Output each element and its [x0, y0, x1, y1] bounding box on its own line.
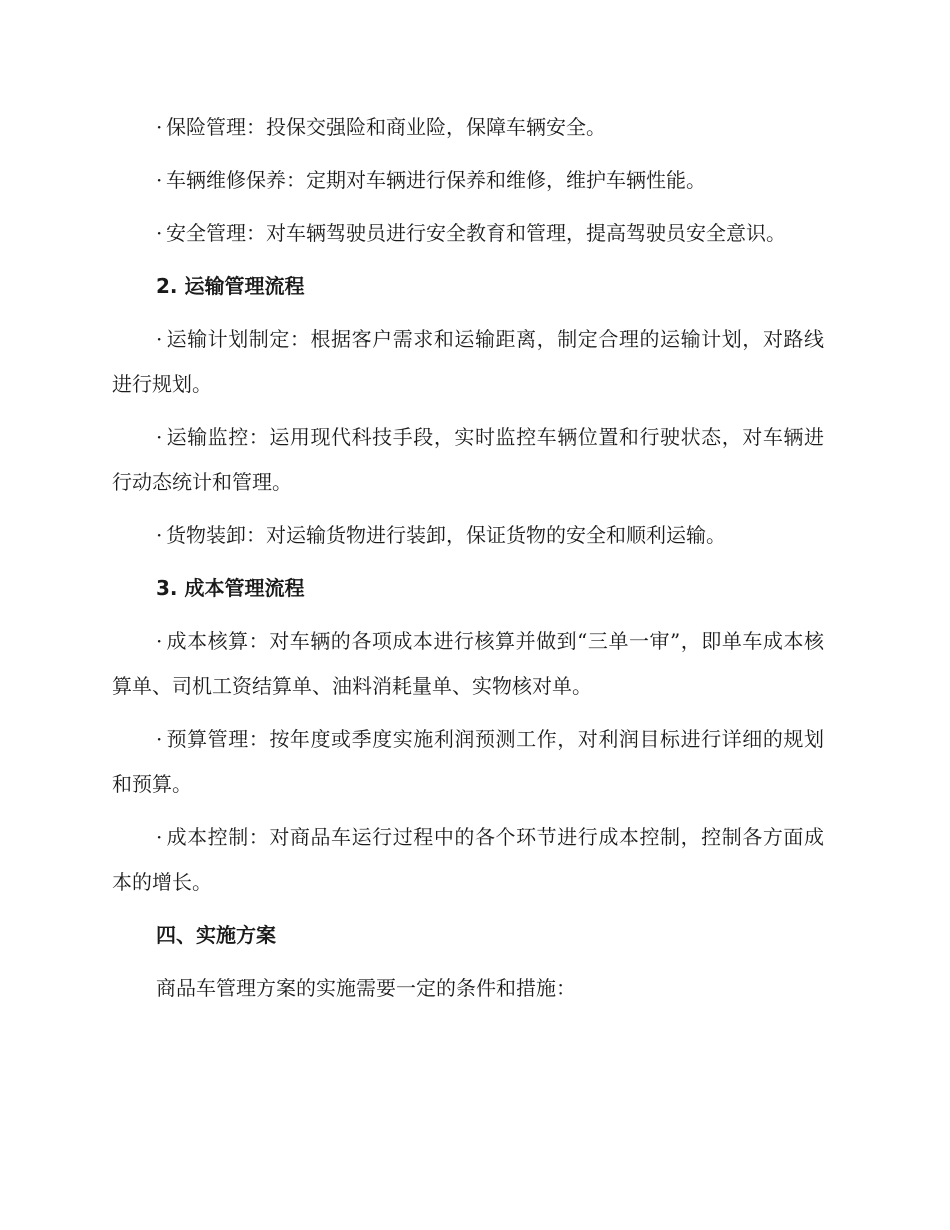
bullet-paragraph: [112, 513, 824, 558]
paragraph-text: 运输计划制定：根据客户需求和运输距离，制定合理的运输计划，对路线进行规划。: [112, 327, 824, 396]
bullet-paragraph: [112, 158, 824, 203]
bullet-dot: ·: [156, 327, 163, 351]
section-heading: 2. 运输管理流程: [156, 274, 305, 298]
bullet-dot: ·: [156, 221, 163, 245]
section-heading: 3. 成本管理流程: [156, 576, 305, 600]
paragraph-text: 车辆维修保养：定期对车辆进行保养和维修，维护车辆性能。: [166, 168, 706, 192]
bullet-paragraph: [112, 815, 824, 905]
bullet-dot: ·: [156, 727, 163, 751]
section-heading: 四、实施方案: [156, 923, 276, 947]
bullet-dot: ·: [156, 115, 163, 139]
bullet-paragraph: [112, 619, 824, 709]
bullet-dot: ·: [156, 523, 163, 547]
body-paragraph: 商品车管理方案的实施需要一定的条件和措施：: [156, 976, 576, 1000]
bullet-paragraph: [112, 211, 824, 256]
bullet-paragraph: [112, 717, 824, 807]
bullet-dot: ·: [156, 425, 163, 449]
paragraph-text: 成本控制：对商品车运行过程中的各个环节进行成本控制，控制各方面成本的增长。: [112, 825, 824, 894]
paragraph-text: 保险管理：投保交强险和商业险，保障车辆安全。: [166, 115, 606, 139]
paragraph-text: 货物装卸：对运输货物进行装卸，保证货物的安全和顺利运输。: [166, 523, 726, 547]
paragraph-text: 安全管理：对车辆驾驶员进行安全教育和管理，提高驾驶员安全意识。: [166, 221, 786, 245]
document-body: [112, 105, 824, 1019]
paragraph-text: 预算管理：按年度或季度实施利润预测工作，对利润目标进行详细的规划和预算。: [112, 727, 824, 796]
bullet-paragraph: [112, 105, 824, 150]
bullet-paragraph: [112, 415, 824, 505]
bullet-dot: ·: [156, 629, 163, 653]
bullet-dot: ·: [156, 825, 163, 849]
paragraph-text: 成本核算：对车辆的各项成本进行核算并做到“三单一审”，即单车成本核算单、司机工资结算单、油料消耗量单、实物核对单。: [112, 629, 824, 698]
bullet-paragraph: [112, 317, 824, 407]
paragraph-text: 运输监控：运用现代科技手段，实时监控车辆位置和行驶状态，对车辆进行动态统计和管理。: [112, 425, 824, 494]
bullet-dot: ·: [156, 168, 163, 192]
